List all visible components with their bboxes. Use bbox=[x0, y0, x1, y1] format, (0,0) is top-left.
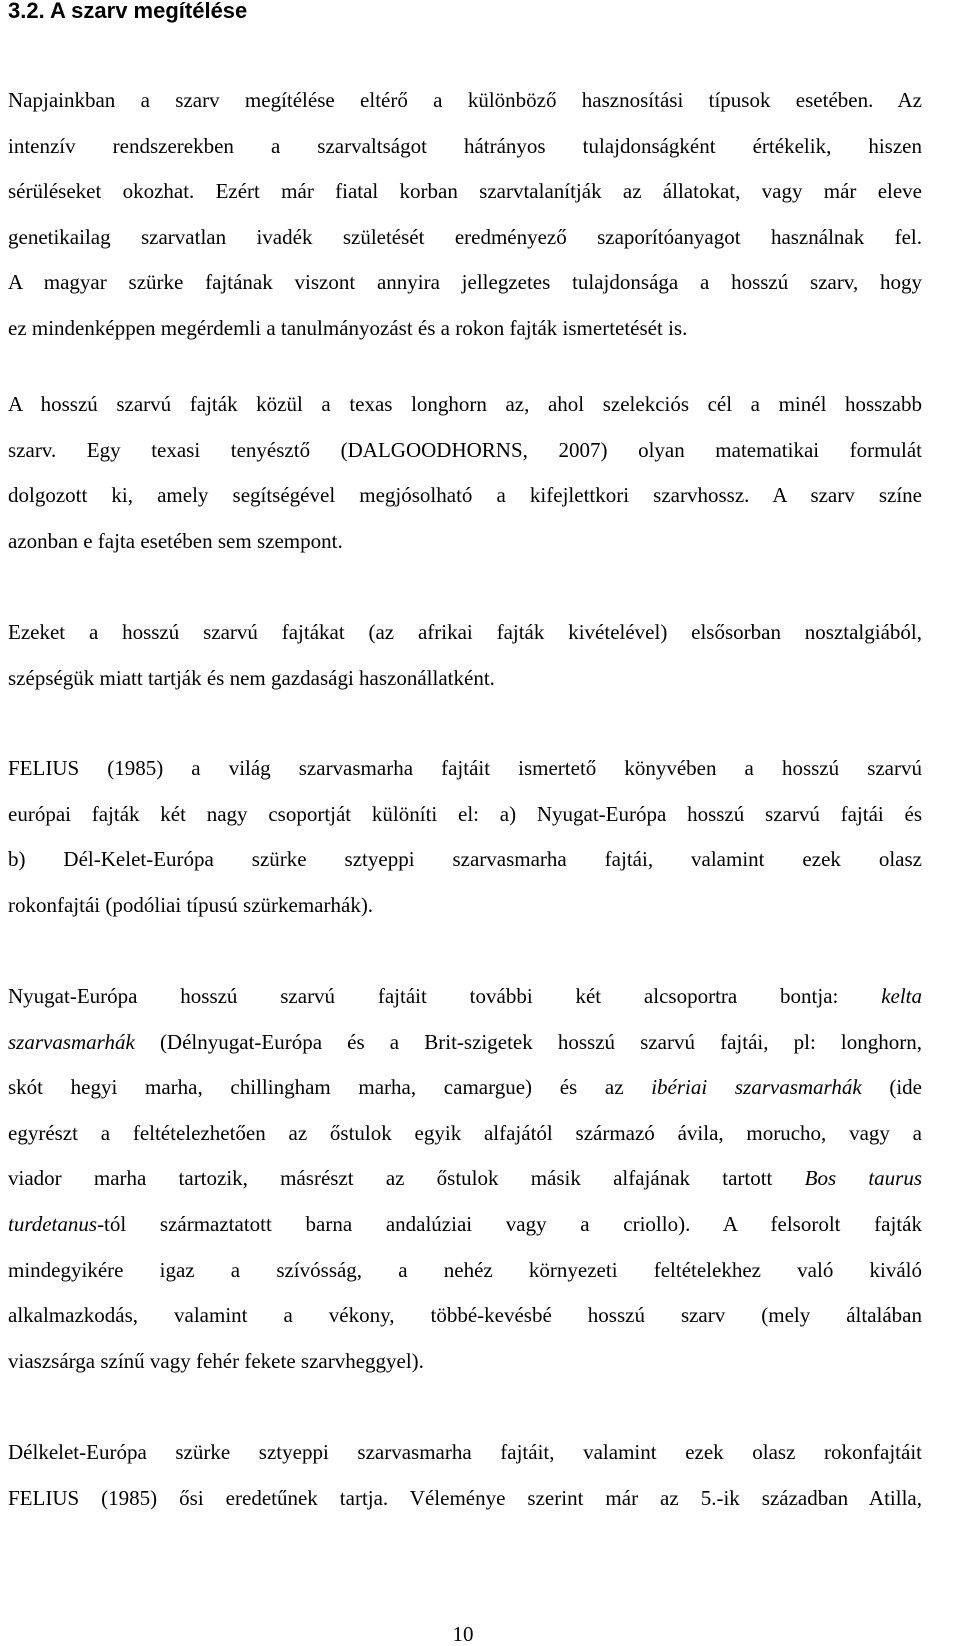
text-line: ez mindenképpen megérdemli a tanulmányozást és a rokon fajták ismertetését is. bbox=[8, 315, 688, 340]
paragraph bbox=[8, 1430, 922, 1521]
text-line: egyrészt a feltételezhetően az őstulok egyik alfajától származó ávila, morucho, vagy a bbox=[8, 1120, 922, 1145]
text-run: (Délnyugat-Európa és a Brit-szigetek hosszú szarvú fajtái, pl: longhorn, bbox=[159, 1029, 922, 1054]
text-line: dolgozott ki, amely segítségével megjósolható a kifejlettkori szarvhossz. A szarv színe bbox=[8, 483, 922, 508]
paragraph bbox=[8, 746, 922, 928]
text-line: szarv. Egy texasi tenyésztő (DALGOODHORNS, 2007) olyan matematikai formulát bbox=[8, 437, 922, 462]
italic-term: szarvasmarhák bbox=[8, 1029, 135, 1054]
text-line: Délkelet-Európa szürke sztyeppi szarvasmarha fajtáit, valamint ezek olasz rokonfajtáit bbox=[8, 1440, 922, 1464]
text-line: szépségük miatt tartják és nem gazdasági haszonállatként. bbox=[8, 665, 495, 690]
paragraph bbox=[8, 382, 922, 564]
text-line: FELIUS (1985) a világ szarvasmarha fajtáit ismertető könyvében a hosszú szarvú bbox=[8, 756, 922, 780]
italic-term: Bos taurus bbox=[804, 1166, 923, 1191]
text-run: -tól származtatott barna andalúziai vagy a criollo). A felsorolt fajták bbox=[97, 1211, 922, 1236]
paragraph bbox=[8, 78, 922, 352]
italic-term: turdetanus bbox=[8, 1211, 98, 1236]
text-line: azonban e fajta esetében sem szempont. bbox=[8, 528, 343, 553]
text-line: mindegyikére igaz a szívósság, a nehéz környezeti feltételekhez való kiváló bbox=[8, 1257, 922, 1282]
italic-term: ibériai szarvasmarhák bbox=[651, 1075, 862, 1100]
text-line: viaszsárga színű vagy fehér fekete szarvheggyel). bbox=[8, 1348, 424, 1373]
text-line: Ezeket a hosszú szarvú fajtákat (az afrikai fajták kivételével) elsősorban nosztalgiából, bbox=[8, 620, 922, 644]
text-line: sérüléseket okozhat. Ezért már fiatal korban szarvtalanítják az állatokat, vagy már eleve bbox=[8, 179, 922, 204]
text-line bbox=[8, 1202, 922, 1248]
text-line: rokonfajtái (podóliai típusú szürkemarhák). bbox=[8, 892, 374, 917]
section-heading: 3.2. A szarv megítélése bbox=[8, 0, 248, 23]
text-line: A magyar szürke fajtának viszont annyira jellegzetes tulajdonsága a hosszú szarv, hogy bbox=[8, 270, 922, 295]
text-line bbox=[8, 1156, 922, 1202]
text-line: genetikailag szarvatlan ivadék születését eredményező szaporítóanyagot használnak fel. bbox=[8, 224, 922, 249]
text-line: alkalmazkodás, valamint a vékony, többé-kevésbé hosszú szarv (mely általában bbox=[8, 1303, 922, 1328]
text-line: b) Dél-Kelet-Európa szürke sztyeppi szarvasmarha fajtái, valamint ezek olasz bbox=[8, 847, 922, 872]
text-run: (ide bbox=[889, 1075, 923, 1100]
text-line: európai fajták két nagy csoportját különíti el: a) Nyugat-Európa hosszú szarvú fajtái és bbox=[8, 801, 922, 826]
text-line: A hosszú szarvú fajták közül a texas longhorn az, ahol szelekciós cél a minél hosszabb bbox=[8, 392, 922, 416]
text-run: viador marha tartozik, másrészt az őstulok másik alfajának tartott bbox=[8, 1166, 773, 1191]
paragraph bbox=[8, 974, 922, 1384]
paragraph bbox=[8, 610, 922, 701]
text-run: skót hegyi marha, chillingham marha, camargue) és az bbox=[8, 1075, 624, 1100]
text-line bbox=[8, 1020, 922, 1066]
text-line: Napjainkban a szarv megítélése eltérő a különböző hasznosítási típusok esetében. Az bbox=[8, 88, 922, 112]
text-line: FELIUS (1985) ősi eredetűnek tartja. Véleménye szerint már az 5.-ik században Atilla, bbox=[8, 1485, 922, 1510]
text-line: intenzív rendszerekben a szarvaltságot hátrányos tulajdonságként értékelik, hiszen bbox=[8, 133, 922, 158]
text-line bbox=[8, 974, 922, 1020]
text-run: Nyugat-Európa hosszú szarvú fajtáit további két alcsoportra bontja: bbox=[8, 984, 839, 1008]
text-line bbox=[8, 1065, 922, 1111]
page-number: 10 bbox=[452, 1622, 474, 1646]
italic-term: kelta bbox=[881, 984, 923, 1008]
